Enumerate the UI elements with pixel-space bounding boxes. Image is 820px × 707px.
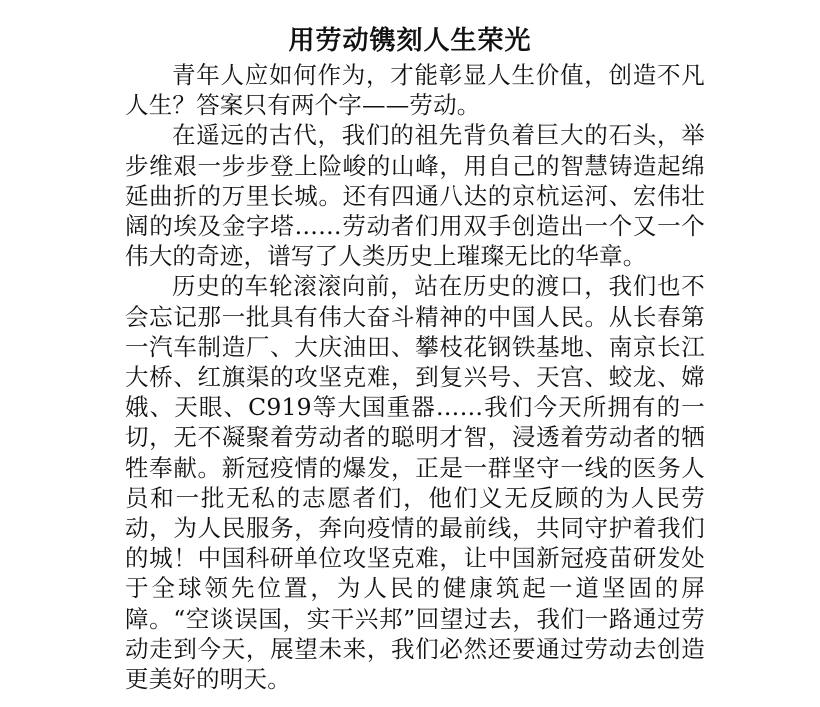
paragraph-2: 在遥远的古代，我们的祖先背负着巨大的石头，举步维艰一步步登上险峻的山峰，用自己的智慧铸造起绵延曲折的万里长城。还有四通八达的京杭运河、宏伟壮阔的埃及金字塔……劳动者们用双手创造出一个又一个伟大的奇迹，谱写了人类历史上璀璨无比的华章。 [125, 121, 705, 271]
document-title: 用劳动镌刻人生荣光 [288, 26, 532, 56]
document-body [125, 60, 705, 694]
cut-off-line-fragment [125, 700, 705, 707]
paragraph-3: 历史的车轮滚滚向前，站在历史的渡口，我们也不会忘记那一批具有伟大奋斗精神的中国人民。从长春第一汽车制造厂、大庆油田、攀枝花钢铁基地、南京长江大桥、红旗渠的攻坚克难，到复兴号、天宫、蛟龙、嫦娥、天眼、C919等大国重器……我们今天所拥有的一切，无不凝聚着劳动者的聪明才智，浸透着劳动者的牺牲奉献。新冠疫情的爆发，正是一群坚守一线的医务人员和一批无私的志愿者们，他们义无反顾的为人民劳动，为人民服务，奔向疫情的最前线，共同守护着我们的城！中国科研单位攻坚克难，让中国新冠疫苗研发处于全球领先位置，为人民的健康筑起一道坚固的屏障。“空谈误国，实干兴邦”回望过去，我们一路通过劳动走到今天，展望未来，我们必然还要通过劳动去创造更美好的明天。 [125, 272, 705, 694]
paragraph-1: 青年人应如何作为，才能彰显人生价值，创造不凡人生？答案只有两个字——劳动。 [125, 61, 705, 120]
cut-off-next-line [125, 700, 705, 707]
